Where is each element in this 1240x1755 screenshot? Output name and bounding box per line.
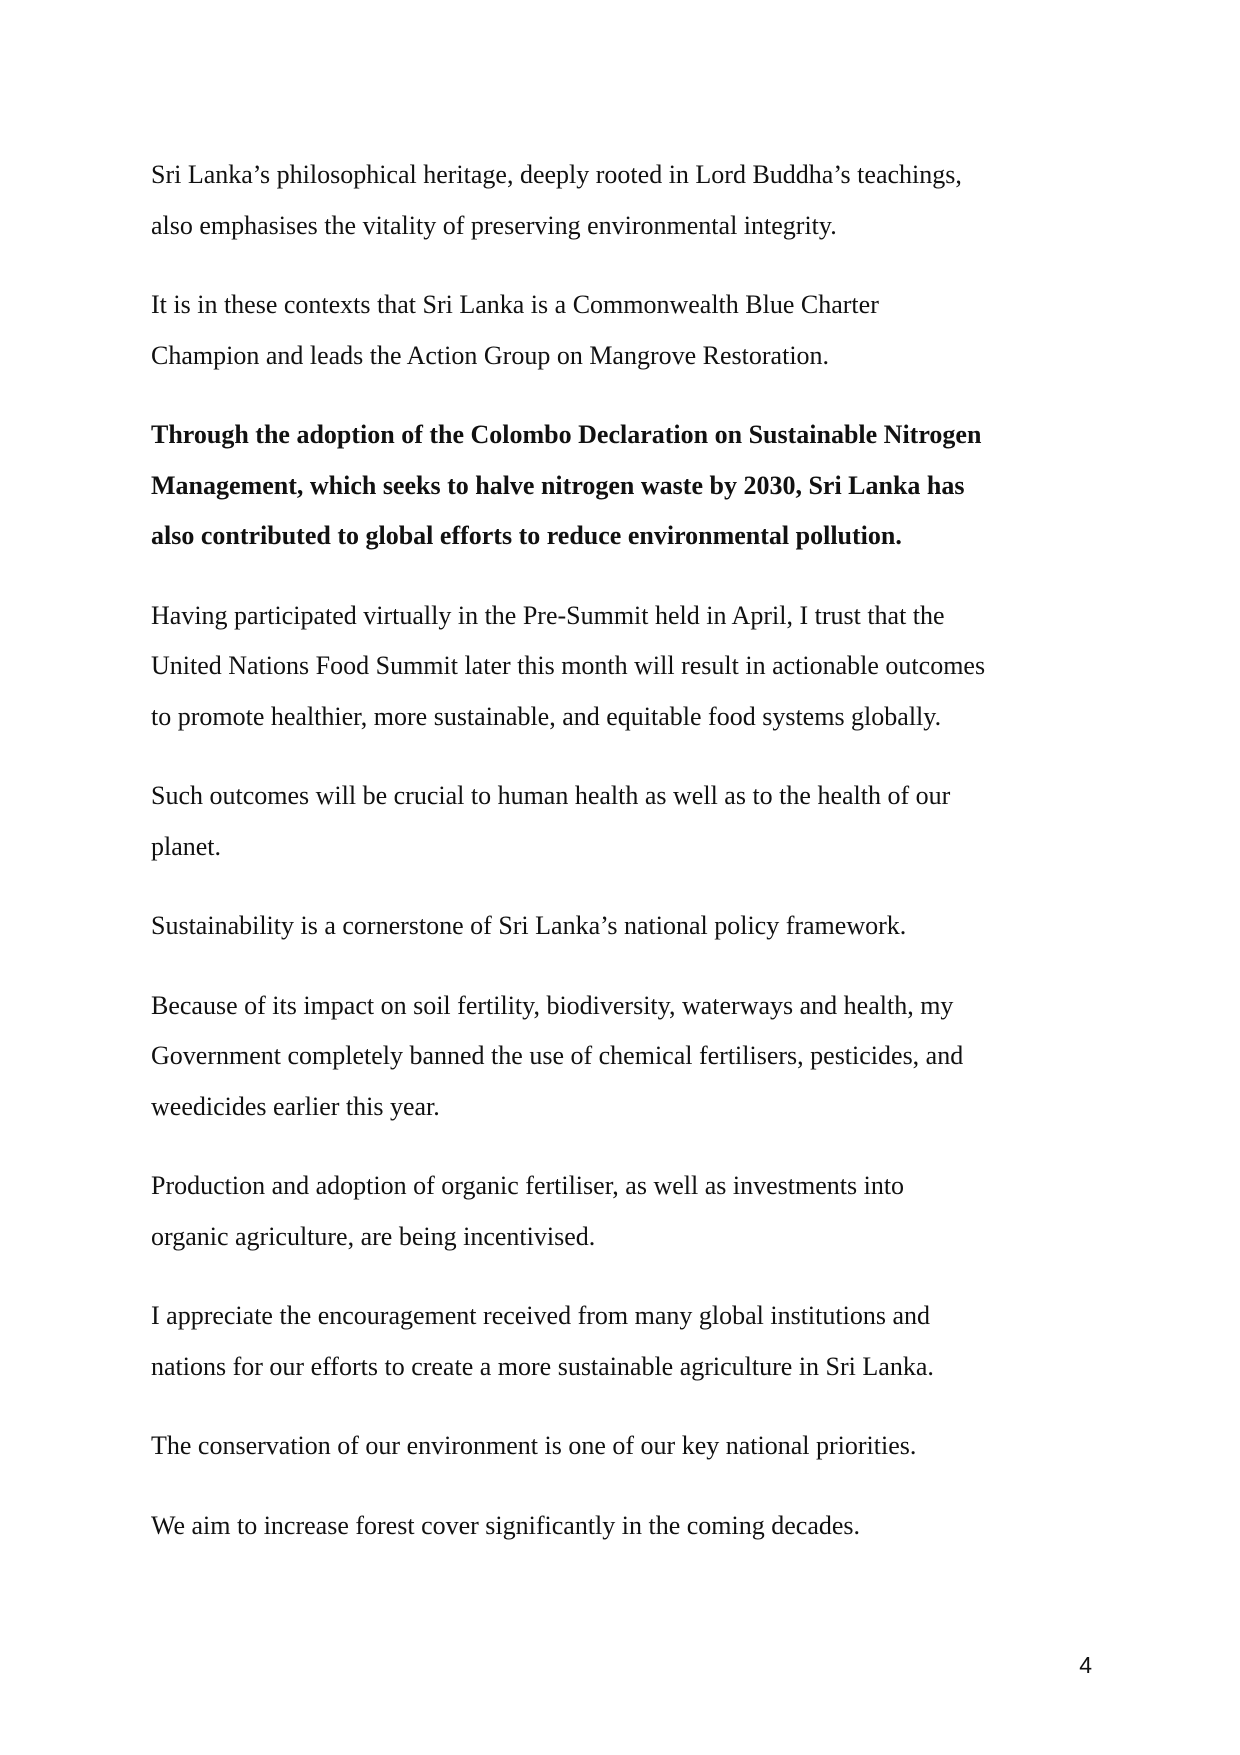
paragraph-line: Production and adoption of organic fertiliser, as well as investments into (151, 1171, 905, 1200)
body-text (151, 150, 1101, 1580)
paragraph (151, 280, 1101, 381)
paragraph-line: also contributed to global efforts to reduce environmental pollution. (151, 521, 902, 550)
paragraph-line: Champion and leads the Action Group on Mangrove Restoration. (151, 340, 830, 370)
page-number: 4 (1079, 1652, 1092, 1678)
paragraph (151, 1501, 1101, 1552)
paragraph-line: Because of its impact on soil fertility, biodiversity, waterways and health, my (151, 990, 954, 1020)
paragraph-line: United Nations Food Summit later this month will result in actionable outcomes (151, 651, 986, 680)
paragraph-line: I appreciate the encouragement received from many global institutions and (151, 1301, 930, 1330)
paragraph (151, 901, 1101, 952)
paragraph-line: It is in these contexts that Sri Lanka is a Commonwealth Blue Charter (151, 290, 879, 319)
paragraph (151, 150, 1101, 251)
paragraph-line: The conservation of our environment is one of our key national priorities. (151, 1431, 917, 1460)
paragraph-line: nations for our efforts to create a more sustainable agriculture in Sri Lanka. (151, 1351, 934, 1381)
paragraph-line: to promote healthier, more sustainable, and equitable food systems globally. (151, 701, 942, 731)
paragraph-line: Through the adoption of the Colombo Declaration on Sustainable Nitrogen (151, 420, 982, 449)
bold-paragraph (151, 410, 1101, 562)
paragraph (151, 1421, 1101, 1472)
paragraph-line: Government completely banned the use of chemical fertilisers, pesticides, and (151, 1041, 964, 1070)
paragraph-line: planet. (151, 831, 222, 861)
paragraph-line: Such outcomes will be crucial to human health as well as to the health of our (151, 781, 951, 810)
paragraph (151, 1161, 1101, 1262)
paragraph-line: Having participated virtually in the Pre-Summit held in April, I trust that the (151, 600, 945, 630)
paragraph-line: also emphasises the vitality of preserving environmental integrity. (151, 210, 837, 240)
paragraph-line: Sri Lanka’s philosophical heritage, deeply rooted in Lord Buddha’s teachings, (151, 160, 962, 189)
paragraph-line: We aim to increase forest cover significantly in the coming decades. (151, 1510, 861, 1540)
paragraph-line: Sustainability is a cornerstone of Sri Lanka’s national policy framework. (151, 911, 907, 940)
paragraph-line: Management, which seeks to halve nitrogen waste by 2030, Sri Lanka has (151, 470, 965, 500)
paragraph (151, 981, 1101, 1133)
paragraph-line: organic agriculture, are being incentivised. (151, 1221, 596, 1251)
paragraph-line: weedicides earlier this year. (151, 1091, 440, 1121)
paragraph (151, 771, 1101, 872)
paragraph (151, 591, 1101, 743)
paragraph (151, 1291, 1101, 1392)
